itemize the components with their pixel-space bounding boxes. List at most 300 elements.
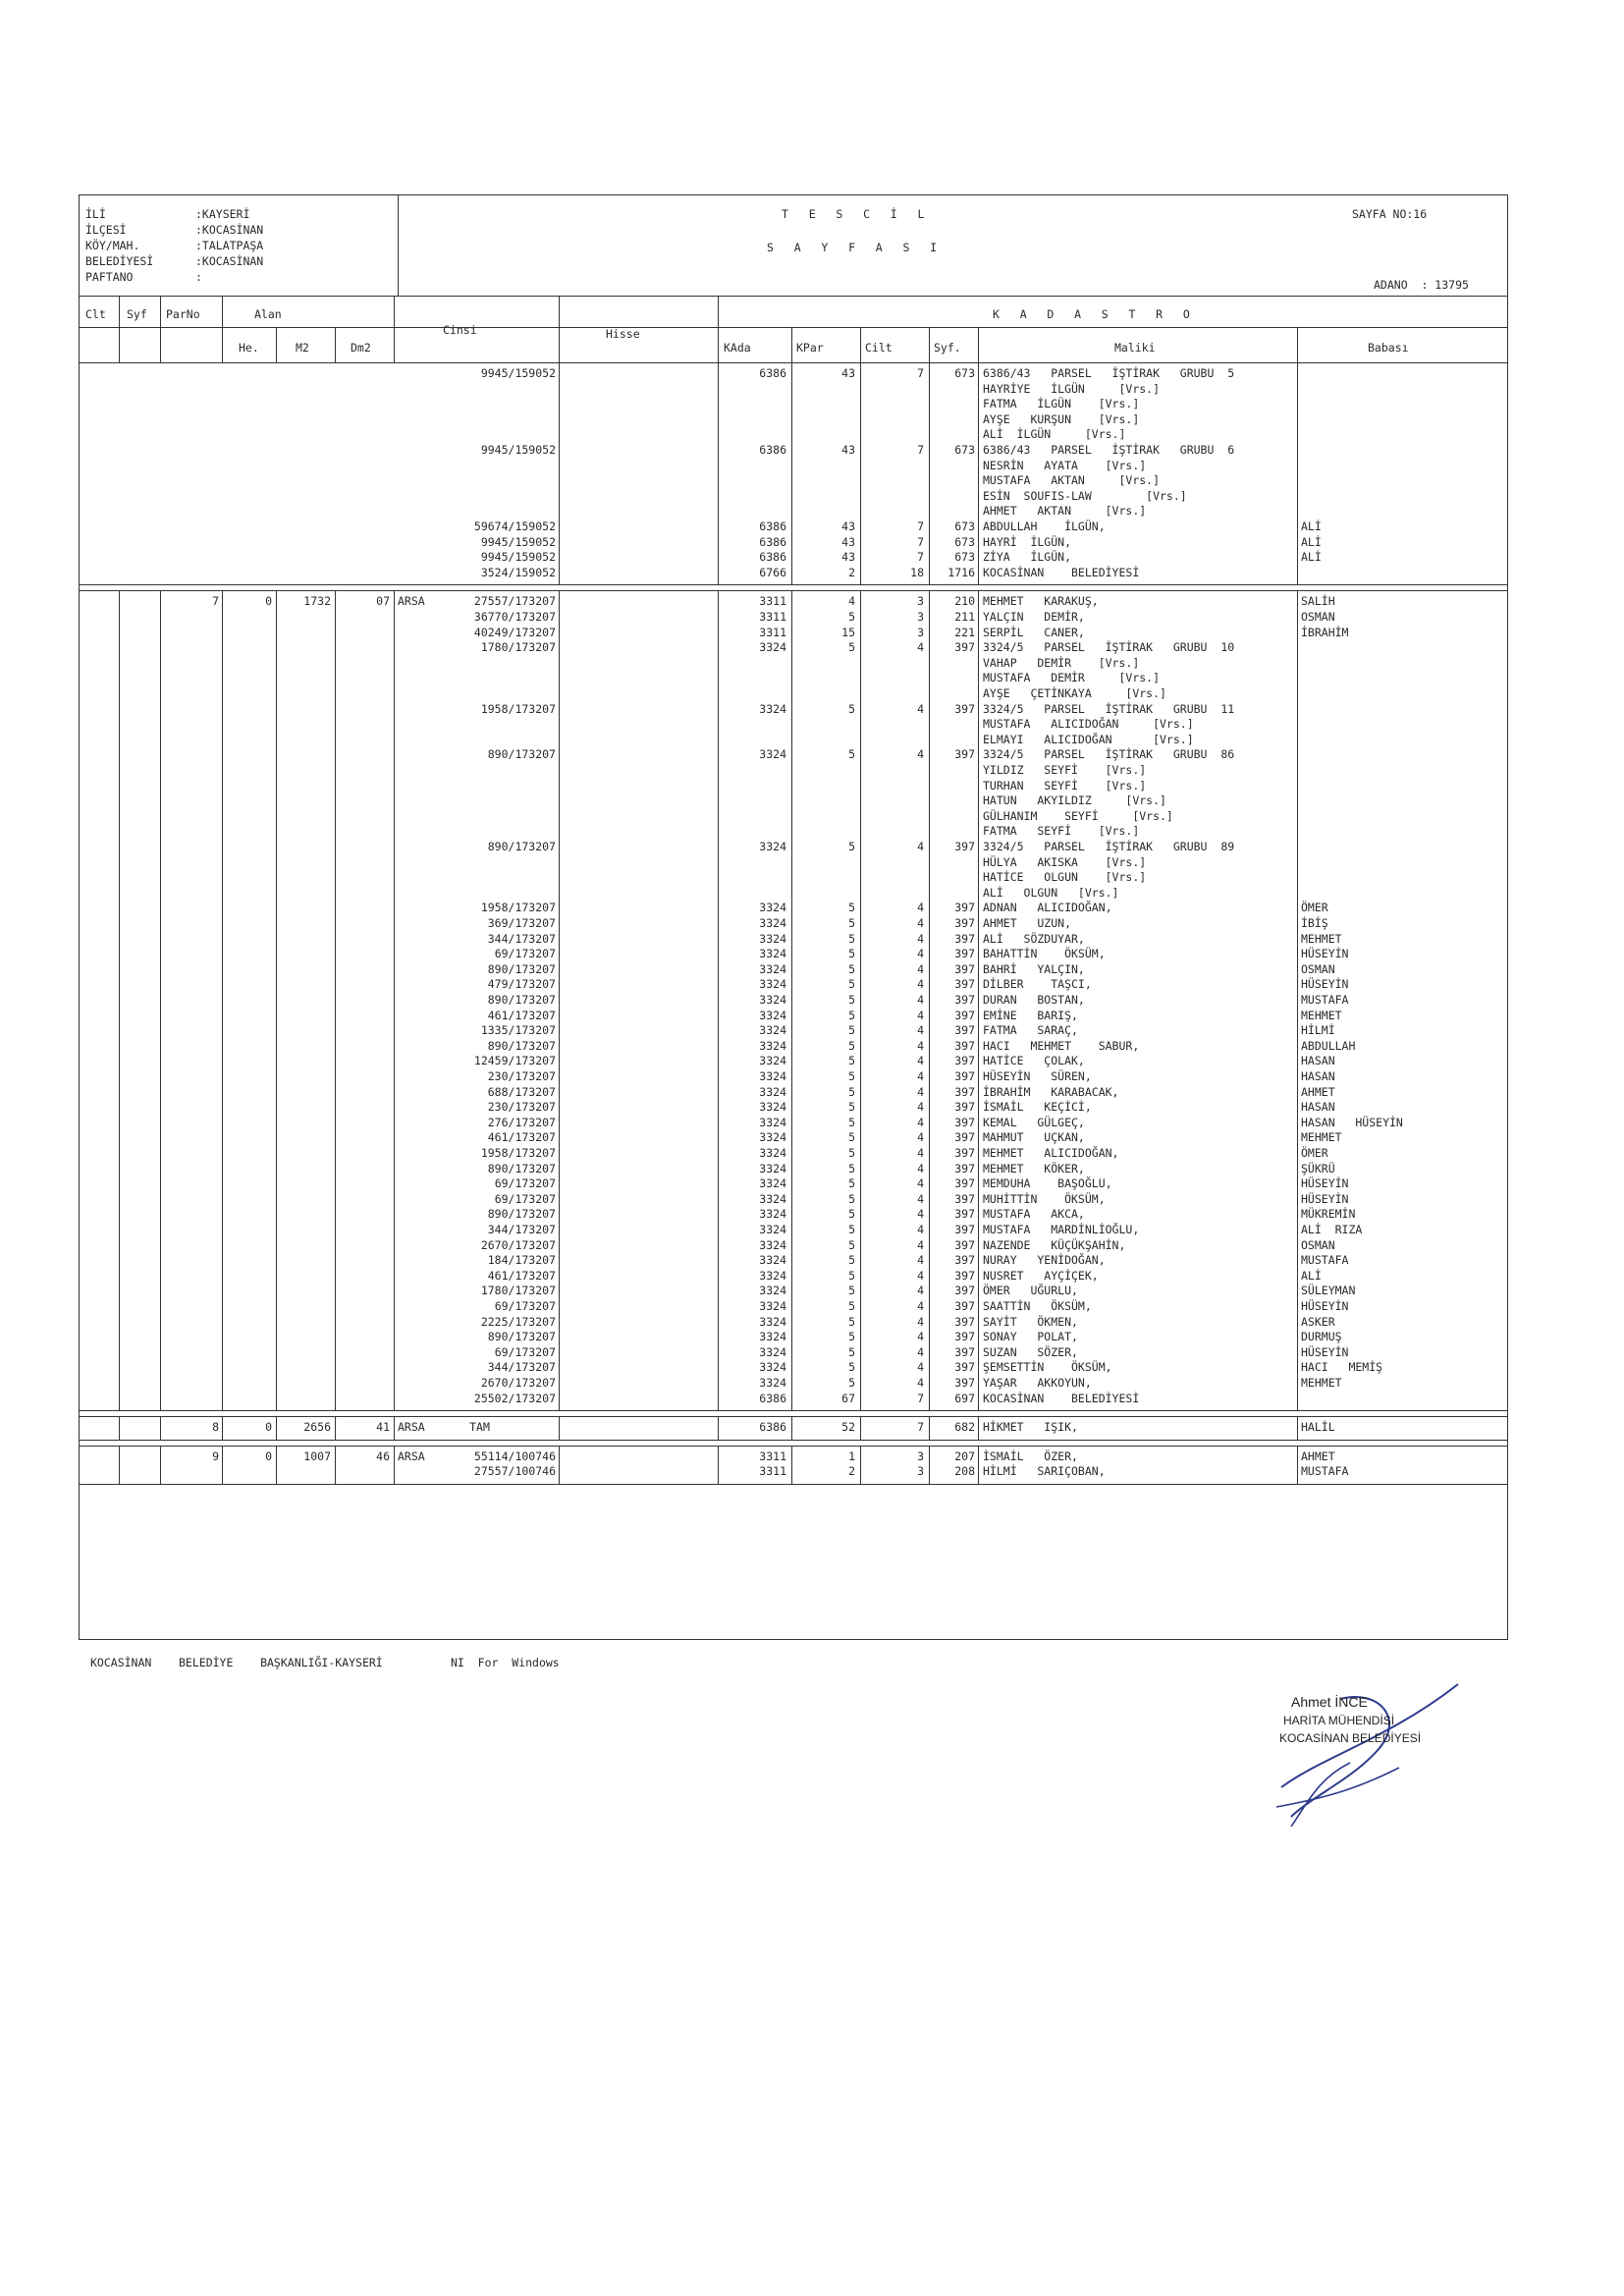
cell-syf: 673 bbox=[954, 366, 975, 380]
tescil-document bbox=[79, 194, 1508, 1640]
cell-kada: 3311 bbox=[759, 610, 786, 624]
cell-hisse: 890/173207 bbox=[487, 993, 556, 1007]
col-cilt: Cilt bbox=[865, 341, 893, 355]
cell-cilt: 7 bbox=[917, 550, 924, 565]
cell-maliki: FATMA İLGÜN [Vrs.] bbox=[983, 397, 1140, 411]
cell-babasi: ÖMER bbox=[1301, 1146, 1328, 1160]
cell-kpar: 5 bbox=[848, 947, 855, 961]
cell-kpar: 5 bbox=[848, 1100, 855, 1115]
cell-babasi: HASAN bbox=[1301, 1054, 1335, 1068]
cell-cilt: 4 bbox=[917, 1330, 924, 1344]
cell-kpar: 5 bbox=[848, 1176, 855, 1191]
cell-maliki: ALİ İLGÜN [Vrs.] bbox=[983, 427, 1126, 442]
cell-kada: 3324 bbox=[759, 1253, 786, 1268]
cell-cilt: 4 bbox=[917, 1146, 924, 1160]
cell-maliki: ŞEMSETTİN ÖKSÜM, bbox=[983, 1360, 1112, 1375]
cell-kpar: 5 bbox=[848, 1268, 855, 1283]
cell-cilt: 3 bbox=[917, 625, 924, 639]
cell-kpar: 4 bbox=[848, 594, 855, 609]
cell-cilt: 4 bbox=[917, 1299, 924, 1313]
cell-kpar: 5 bbox=[848, 1253, 855, 1268]
cell-cilt: 4 bbox=[917, 947, 924, 961]
cell-cilt: 4 bbox=[917, 961, 924, 976]
cell-syf: 397 bbox=[954, 1314, 975, 1329]
cell-babasi: HÜSEYİN bbox=[1301, 1176, 1349, 1191]
cell-babasi: HÜSEYİN bbox=[1301, 947, 1349, 961]
header-field-value: :KOCASİNAN bbox=[195, 254, 264, 268]
col-kpar: KPar bbox=[796, 341, 824, 355]
cell-cilt: 4 bbox=[917, 931, 924, 946]
cell-kada: 3324 bbox=[759, 840, 786, 853]
cell-hisse: 9945/159052 bbox=[480, 550, 556, 565]
cell-hisse: 344/173207 bbox=[487, 1223, 556, 1236]
cell-hisse: 230/173207 bbox=[487, 1069, 556, 1083]
cell-maliki: KOCASİNAN BELEDİYESİ bbox=[983, 565, 1140, 579]
cell-hisse: 69/173207 bbox=[494, 1344, 556, 1359]
cell-babasi: MUSTAFA bbox=[1301, 1253, 1349, 1268]
cell-kada: 3324 bbox=[759, 916, 786, 930]
col-syf2: Syf. bbox=[934, 341, 961, 355]
area-dm2: 46 bbox=[376, 1449, 390, 1463]
col-kadastro: K A D A S T R O bbox=[993, 307, 1190, 321]
cell-maliki: HAYRİYE İLGÜN [Vrs.] bbox=[983, 381, 1161, 396]
cell-syf: 397 bbox=[954, 901, 975, 915]
cell-cilt: 4 bbox=[917, 1069, 924, 1083]
cell-syf: 397 bbox=[954, 1069, 975, 1083]
cell-kada: 6386 bbox=[759, 519, 786, 533]
cell-maliki: NESRİN AYATA [Vrs.] bbox=[983, 458, 1147, 472]
cell-maliki: SONAY POLAT, bbox=[983, 1330, 1078, 1344]
cell-kpar: 5 bbox=[848, 1299, 855, 1313]
cell-babasi: MÜKREMİN bbox=[1301, 1207, 1356, 1222]
cell-hisse: 461/173207 bbox=[487, 1268, 556, 1283]
area-m2: 2656 bbox=[303, 1420, 331, 1435]
cell-maliki: ZİYA İLGÜN, bbox=[983, 550, 1072, 565]
cell-cilt: 4 bbox=[917, 1360, 924, 1375]
cell-kpar: 5 bbox=[848, 931, 855, 946]
cell-kpar: 5 bbox=[848, 1069, 855, 1083]
cell-syf: 397 bbox=[954, 1176, 975, 1191]
cell-hisse: 344/173207 bbox=[487, 931, 556, 946]
cell-hisse: 230/173207 bbox=[487, 1100, 556, 1115]
cell-hisse: 69/173207 bbox=[494, 1191, 556, 1206]
cell-maliki: ADNAN ALICIDOĞAN, bbox=[983, 901, 1112, 915]
cell-cilt: 4 bbox=[917, 1038, 924, 1053]
cell-syf: 397 bbox=[954, 747, 975, 762]
cell-hisse: 461/173207 bbox=[487, 1130, 556, 1145]
cell-syf: 397 bbox=[954, 1268, 975, 1283]
cell-cilt: 7 bbox=[917, 1391, 924, 1405]
cell-maliki: DİLBER TAŞCI, bbox=[983, 977, 1092, 992]
cell-cilt: 4 bbox=[917, 1314, 924, 1329]
cell-kpar: 2 bbox=[848, 1464, 855, 1479]
cell-cilt: 4 bbox=[917, 701, 924, 716]
cell-kpar: 5 bbox=[848, 993, 855, 1007]
cell-cilt: 4 bbox=[917, 1344, 924, 1359]
signature-name: Ahmet İNCE bbox=[1291, 1694, 1368, 1710]
cell-maliki: KEMAL GÜLGEÇ, bbox=[983, 1115, 1085, 1129]
cell-babasi: SÜLEYMAN bbox=[1301, 1284, 1356, 1298]
cell-cilt: 4 bbox=[917, 1207, 924, 1222]
cell-kada: 6386 bbox=[759, 534, 786, 549]
cell-kpar: 5 bbox=[848, 701, 855, 716]
cell-babasi: ALİ RIZA bbox=[1301, 1223, 1363, 1236]
col-alan: Alan bbox=[254, 307, 282, 321]
cell-kpar: 43 bbox=[841, 366, 855, 380]
cell-kpar: 67 bbox=[841, 1391, 855, 1405]
cell-maliki: 3324/5 PARSEL İŞTİRAK GRUBU 86 bbox=[983, 747, 1235, 762]
cell-maliki: HACI MEHMET SABUR, bbox=[983, 1038, 1140, 1053]
cell-kpar: 5 bbox=[848, 977, 855, 992]
cell-kada: 3324 bbox=[759, 1084, 786, 1099]
cell-kpar: 5 bbox=[848, 1344, 855, 1359]
cell-cilt: 4 bbox=[917, 901, 924, 915]
cell-babasi: ŞÜKRÜ bbox=[1301, 1161, 1335, 1175]
area-he: 0 bbox=[265, 1420, 272, 1435]
cell-maliki: DURAN BOSTAN, bbox=[983, 993, 1085, 1007]
col-maliki: Maliki bbox=[1114, 341, 1156, 355]
cell-hisse: 1958/173207 bbox=[480, 1146, 556, 1160]
cell-syf: 208 bbox=[954, 1464, 975, 1479]
parcel-number: 8 bbox=[212, 1420, 219, 1435]
cell-kada: 3324 bbox=[759, 1008, 786, 1022]
header-field-value: :KOCASİNAN bbox=[195, 223, 264, 237]
cell-kada: 3324 bbox=[759, 640, 786, 655]
cell-kpar: 5 bbox=[848, 747, 855, 762]
cell-syf: 397 bbox=[954, 1191, 975, 1206]
cell-hisse: 688/173207 bbox=[487, 1084, 556, 1099]
header-field-label: PAFTANO bbox=[85, 270, 134, 284]
cell-babasi: ALİ bbox=[1301, 1268, 1322, 1283]
cell-cilt: 4 bbox=[917, 1115, 924, 1129]
cell-kpar: 5 bbox=[848, 1237, 855, 1252]
cell-maliki: 3324/5 PARSEL İŞTİRAK GRUBU 10 bbox=[983, 640, 1235, 655]
cell-hisse: 1958/173207 bbox=[480, 901, 556, 915]
cell-hisse: 184/173207 bbox=[487, 1253, 556, 1268]
cell-kpar: 5 bbox=[848, 640, 855, 655]
cell-kada: 3311 bbox=[759, 1449, 786, 1463]
cell-cilt: 4 bbox=[917, 1008, 924, 1022]
cell-cilt: 4 bbox=[917, 916, 924, 930]
cell-cilt: 4 bbox=[917, 1376, 924, 1390]
cell-cilt: 4 bbox=[917, 1023, 924, 1038]
header-field-label: İLİ bbox=[85, 207, 106, 221]
cell-maliki: FATMA SARAÇ, bbox=[983, 1023, 1078, 1038]
cell-kada: 3324 bbox=[759, 1268, 786, 1283]
cell-cilt: 3 bbox=[917, 610, 924, 624]
parcel-number: 7 bbox=[212, 594, 219, 609]
cell-cilt: 4 bbox=[917, 1253, 924, 1268]
cell-maliki: ALİ OLGUN [Vrs.] bbox=[983, 885, 1119, 900]
cell-kpar: 1 bbox=[848, 1449, 855, 1463]
cell-maliki: TURHAN SEYFİ [Vrs.] bbox=[983, 778, 1147, 793]
cell-maliki: 3324/5 PARSEL İŞTİRAK GRUBU 11 bbox=[983, 701, 1235, 716]
col-cinsi: Cinsi bbox=[443, 323, 477, 337]
cell-kpar: 5 bbox=[848, 1314, 855, 1329]
cell-kada: 3324 bbox=[759, 1360, 786, 1375]
cell-kada: 3324 bbox=[759, 977, 786, 992]
parcel-number: 9 bbox=[212, 1449, 219, 1463]
cell-syf: 397 bbox=[954, 1100, 975, 1115]
cell-kpar: 5 bbox=[848, 1130, 855, 1145]
cell-maliki: MUHİTTİN ÖKSÜM, bbox=[983, 1191, 1106, 1206]
cell-syf: 397 bbox=[954, 640, 975, 655]
document-title-line1: T E S C İ L bbox=[782, 207, 925, 221]
cell-hisse: 69/173207 bbox=[494, 1299, 556, 1313]
cell-syf: 210 bbox=[954, 594, 975, 609]
cell-syf: 397 bbox=[954, 916, 975, 930]
cell-babasi: HÜSEYİN bbox=[1301, 977, 1349, 992]
cell-babasi: OSMAN bbox=[1301, 610, 1335, 624]
cell-maliki: 6386/43 PARSEL İŞTİRAK GRUBU 5 bbox=[983, 366, 1235, 380]
cell-syf: 397 bbox=[954, 1054, 975, 1068]
signature-stamp bbox=[1232, 1679, 1468, 1827]
cell-cilt: 4 bbox=[917, 977, 924, 992]
header-field-value: :KAYSERİ bbox=[195, 207, 250, 221]
cell-kpar: 5 bbox=[848, 1023, 855, 1038]
cell-kpar: 5 bbox=[848, 1223, 855, 1236]
cell-syf: 221 bbox=[954, 625, 975, 639]
cell-babasi: MEHMET bbox=[1301, 1130, 1342, 1145]
cell-hisse: 12459/173207 bbox=[473, 1054, 556, 1068]
cell-hisse: 3524/159052 bbox=[480, 565, 556, 579]
cell-syf: 397 bbox=[954, 1130, 975, 1145]
cell-cilt: 4 bbox=[917, 1268, 924, 1283]
cell-hisse: 69/173207 bbox=[494, 947, 556, 961]
cell-maliki: MUSTAFA AKTAN [Vrs.] bbox=[983, 473, 1161, 488]
cell-kada: 3324 bbox=[759, 1038, 786, 1053]
cell-kpar: 2 bbox=[848, 565, 855, 579]
col-dm2: Dm2 bbox=[351, 341, 371, 355]
cell-cilt: 4 bbox=[917, 747, 924, 762]
page-number: SAYFA NO:16 bbox=[1352, 207, 1428, 221]
cell-hisse: 890/173207 bbox=[487, 747, 556, 762]
cell-maliki: ELMAYI ALICIDOĞAN [Vrs.] bbox=[983, 732, 1194, 746]
cell-maliki: NAZENDE KÜÇÜKŞAHİN, bbox=[983, 1237, 1126, 1252]
cell-kpar: 5 bbox=[848, 1330, 855, 1344]
cell-kpar: 5 bbox=[848, 961, 855, 976]
cell-syf: 397 bbox=[954, 993, 975, 1007]
cell-kpar: 5 bbox=[848, 901, 855, 915]
cell-syf: 397 bbox=[954, 1146, 975, 1160]
cell-maliki: MUSTAFA AKCA, bbox=[983, 1207, 1085, 1222]
area-he: 0 bbox=[265, 1449, 272, 1463]
cell-cilt: 7 bbox=[917, 443, 924, 457]
cell-kada: 3324 bbox=[759, 1314, 786, 1329]
ada-number: ADANO : 13795 bbox=[1374, 278, 1469, 292]
col-hisse: Hisse bbox=[606, 327, 640, 341]
cell-babasi: HACI MEMİŞ bbox=[1301, 1360, 1383, 1375]
cell-cilt: 4 bbox=[917, 640, 924, 655]
cell-babasi: OSMAN bbox=[1301, 1237, 1335, 1252]
cell-kpar: 5 bbox=[848, 1161, 855, 1175]
cell-kada: 3324 bbox=[759, 1176, 786, 1191]
cell-maliki: NUSRET AYÇİÇEK, bbox=[983, 1268, 1099, 1283]
cell-kpar: 5 bbox=[848, 1084, 855, 1099]
cell-hisse: 2670/173207 bbox=[480, 1376, 556, 1390]
cell-maliki: BAHATTİN ÖKSÜM, bbox=[983, 947, 1106, 961]
cell-babasi: OSMAN bbox=[1301, 961, 1335, 976]
cell-kada: 3324 bbox=[759, 1330, 786, 1344]
cell-maliki: MUSTAFA DEMİR [Vrs.] bbox=[983, 671, 1161, 685]
cell-maliki: İSMAİL KEÇİCİ, bbox=[983, 1100, 1092, 1115]
cell-syf: 697 bbox=[954, 1391, 975, 1405]
cell-syf: 397 bbox=[954, 1253, 975, 1268]
cell-hisse: 59674/159052 bbox=[473, 519, 556, 533]
cell-syf: 397 bbox=[954, 931, 975, 946]
cell-syf: 397 bbox=[954, 961, 975, 976]
cell-kada: 3324 bbox=[759, 1161, 786, 1175]
cell-kada: 3324 bbox=[759, 1237, 786, 1252]
cell-cilt: 4 bbox=[917, 1084, 924, 1099]
cell-babasi: ABDULLAH bbox=[1301, 1038, 1356, 1053]
col-he: He. bbox=[239, 341, 259, 355]
cell-kada: 6386 bbox=[759, 550, 786, 565]
cell-hisse: 1958/173207 bbox=[480, 701, 556, 716]
col-parno: ParNo bbox=[166, 307, 200, 321]
cell-hisse: TAM bbox=[469, 1420, 490, 1435]
cell-syf: 673 bbox=[954, 519, 975, 533]
cell-kpar: 5 bbox=[848, 1376, 855, 1390]
cell-maliki: ALİ SÖZDUYAR, bbox=[983, 931, 1085, 946]
cell-hisse: 344/173207 bbox=[487, 1360, 556, 1375]
cell-syf: 673 bbox=[954, 550, 975, 565]
cell-cilt: 18 bbox=[910, 565, 924, 579]
cell-hisse: 55114/100746 bbox=[473, 1449, 556, 1463]
cell-syf: 397 bbox=[954, 1344, 975, 1359]
cell-babasi: AHMET bbox=[1301, 1449, 1335, 1463]
cell-hisse: 1780/173207 bbox=[480, 640, 556, 655]
cell-hisse: 890/173207 bbox=[487, 1161, 556, 1175]
cell-hisse: 1335/173207 bbox=[480, 1023, 556, 1038]
cell-kpar: 5 bbox=[848, 1146, 855, 1160]
cell-maliki: KOCASİNAN BELEDİYESİ bbox=[983, 1391, 1140, 1405]
cell-kada: 3324 bbox=[759, 931, 786, 946]
cell-syf: 397 bbox=[954, 1207, 975, 1222]
cell-kada: 3311 bbox=[759, 594, 786, 609]
cell-maliki: AHMET AKTAN [Vrs.] bbox=[983, 504, 1147, 519]
cell-kada: 3324 bbox=[759, 1130, 786, 1145]
cell-babasi: MEHMET bbox=[1301, 931, 1342, 946]
cell-syf: 673 bbox=[954, 443, 975, 457]
cell-kada: 3324 bbox=[759, 901, 786, 915]
cell-cilt: 7 bbox=[917, 366, 924, 380]
cell-maliki: ESİN SOUFIS-LAW [Vrs.] bbox=[983, 488, 1187, 503]
cell-cilt: 4 bbox=[917, 840, 924, 853]
cell-maliki: MEHMET KÖKER, bbox=[983, 1161, 1085, 1175]
cell-kada: 3324 bbox=[759, 1115, 786, 1129]
cell-maliki: 3324/5 PARSEL İŞTİRAK GRUBU 89 bbox=[983, 840, 1235, 853]
cell-kpar: 43 bbox=[841, 443, 855, 457]
col-clt: Clt bbox=[85, 307, 106, 321]
cell-kada: 3324 bbox=[759, 1223, 786, 1236]
cell-maliki: HATİCE OLGUN [Vrs.] bbox=[983, 870, 1147, 885]
cell-kada: 3324 bbox=[759, 1299, 786, 1313]
cell-cilt: 4 bbox=[917, 1176, 924, 1191]
cell-syf: 397 bbox=[954, 1284, 975, 1298]
cell-maliki: AYŞE ÇETİNKAYA [Vrs.] bbox=[983, 686, 1166, 700]
cell-hisse: 369/173207 bbox=[487, 916, 556, 930]
cell-kada: 3324 bbox=[759, 747, 786, 762]
cell-maliki: HATİCE ÇOLAK, bbox=[983, 1054, 1085, 1068]
cell-maliki: İBRAHİM KARABACAK, bbox=[983, 1084, 1119, 1099]
area-m2: 1007 bbox=[303, 1449, 331, 1463]
header-field-label: İLÇESİ bbox=[85, 223, 127, 237]
signature-title: HARİTA MÜHENDİSİ bbox=[1283, 1714, 1395, 1727]
cell-kpar: 5 bbox=[848, 1115, 855, 1129]
cell-syf: 682 bbox=[954, 1420, 975, 1435]
cell-syf: 397 bbox=[954, 1084, 975, 1099]
cell-kpar: 5 bbox=[848, 1360, 855, 1375]
cell-syf: 207 bbox=[954, 1449, 975, 1463]
header-field-value: : bbox=[195, 270, 202, 284]
cell-maliki: ABDULLAH İLGÜN, bbox=[983, 519, 1106, 533]
cell-syf: 397 bbox=[954, 1330, 975, 1344]
header-field-value: :TALATPAŞA bbox=[195, 239, 264, 252]
col-kada: KAda bbox=[724, 341, 751, 355]
cell-maliki: YAŞAR AKKOYUN, bbox=[983, 1376, 1092, 1390]
cell-syf: 397 bbox=[954, 977, 975, 992]
cell-kada: 6386 bbox=[759, 443, 786, 457]
cell-hisse: 890/173207 bbox=[487, 1038, 556, 1053]
cell-cilt: 7 bbox=[917, 1420, 924, 1435]
cell-kada: 3311 bbox=[759, 1464, 786, 1479]
parcel-type: ARSA bbox=[398, 1420, 425, 1435]
cell-babasi: HÜSEYİN bbox=[1301, 1191, 1349, 1206]
cell-babasi: MUSTAFA bbox=[1301, 993, 1349, 1007]
cell-kada: 3324 bbox=[759, 961, 786, 976]
cell-hisse: 890/173207 bbox=[487, 1330, 556, 1344]
cell-babasi: ALİ bbox=[1301, 550, 1322, 565]
cell-kada: 3324 bbox=[759, 701, 786, 716]
cell-maliki: AHMET UZUN, bbox=[983, 916, 1072, 930]
cell-kada: 3324 bbox=[759, 1376, 786, 1390]
cell-kada: 3324 bbox=[759, 1069, 786, 1083]
cell-maliki: MEHMET KARAKUŞ, bbox=[983, 594, 1099, 609]
cell-hisse: 276/173207 bbox=[487, 1115, 556, 1129]
cell-cilt: 3 bbox=[917, 1464, 924, 1479]
cell-kada: 3324 bbox=[759, 1191, 786, 1206]
cell-maliki: SUZAN SÖZER, bbox=[983, 1344, 1078, 1359]
cell-syf: 397 bbox=[954, 1376, 975, 1390]
cell-babasi: ÖMER bbox=[1301, 901, 1328, 915]
cell-cilt: 4 bbox=[917, 1100, 924, 1115]
cell-kpar: 43 bbox=[841, 550, 855, 565]
cell-maliki: MUSTAFA MARDİNLİOĞLU, bbox=[983, 1223, 1140, 1236]
cell-hisse: 2225/173207 bbox=[480, 1314, 556, 1329]
cell-babasi: HÜSEYİN bbox=[1301, 1299, 1349, 1313]
area-dm2: 07 bbox=[376, 594, 390, 609]
cell-kpar: 52 bbox=[841, 1420, 855, 1435]
cell-syf: 1716 bbox=[947, 565, 975, 579]
cell-maliki: HİKMET IŞIK, bbox=[983, 1420, 1078, 1435]
cell-maliki: MEMDUHA BAŞOĞLU, bbox=[983, 1176, 1112, 1191]
cell-babasi: HÜSEYİN bbox=[1301, 1344, 1349, 1359]
cell-kada: 3324 bbox=[759, 1023, 786, 1038]
cell-kada: 3324 bbox=[759, 1284, 786, 1298]
cell-kpar: 15 bbox=[841, 625, 855, 639]
cell-kpar: 5 bbox=[848, 1284, 855, 1298]
cell-syf: 397 bbox=[954, 1038, 975, 1053]
cell-babasi: MEHMET bbox=[1301, 1008, 1342, 1022]
cell-maliki: YILDIZ SEYFİ [Vrs.] bbox=[983, 763, 1147, 777]
cell-kada: 6386 bbox=[759, 366, 786, 380]
cell-hisse: 9945/159052 bbox=[480, 443, 556, 457]
cell-kada: 3324 bbox=[759, 1207, 786, 1222]
cell-syf: 397 bbox=[954, 1161, 975, 1175]
cell-maliki: SAATTİN ÖKSÜM, bbox=[983, 1299, 1092, 1313]
cell-hisse: 2670/173207 bbox=[480, 1237, 556, 1252]
